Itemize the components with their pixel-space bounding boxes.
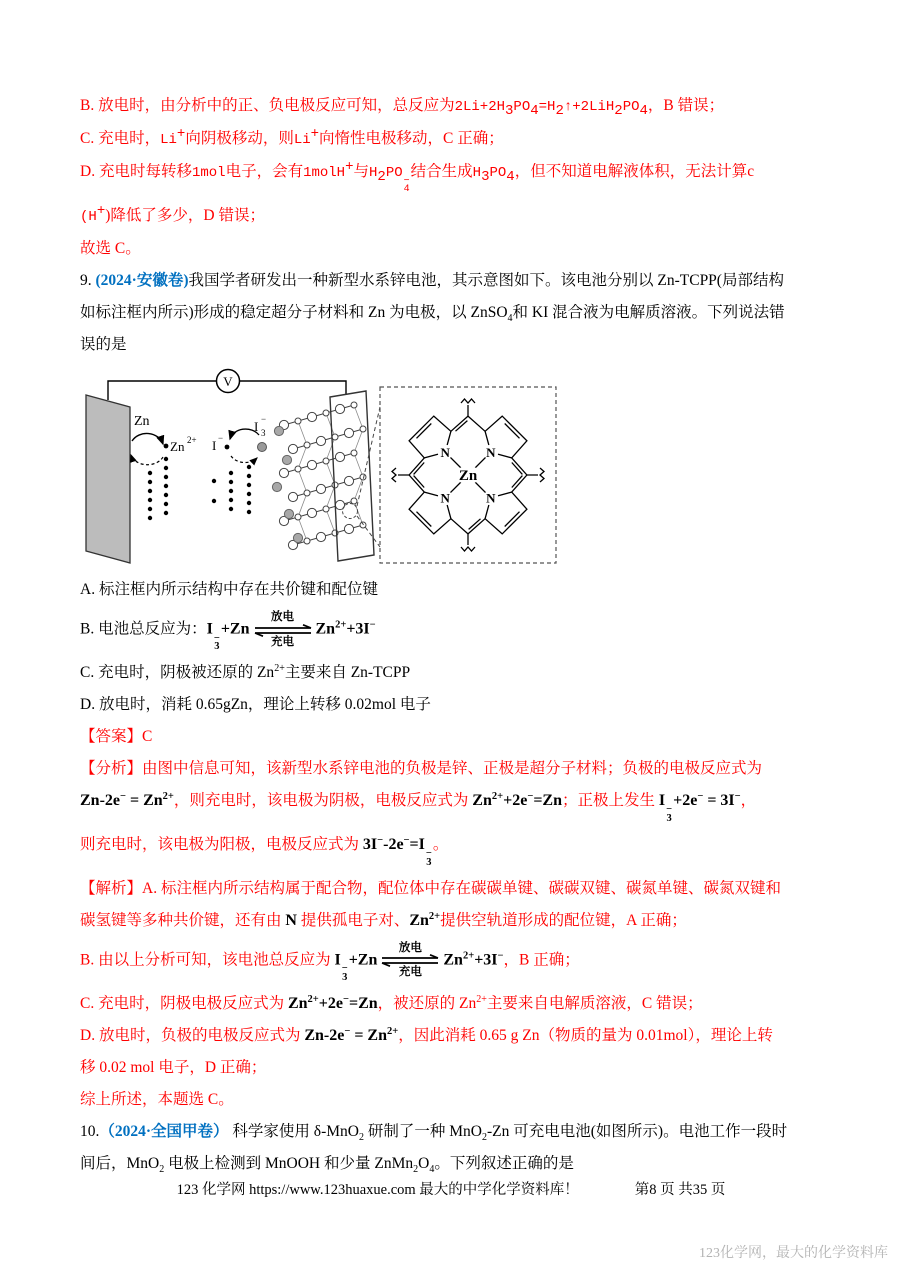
- footer-site-info: 123 化学网 https://www.123huaxue.com 最大的中学化学资料库！: [176, 1182, 579, 1198]
- solution-line-d2: (H+)降低了多少，D 错误；: [80, 202, 265, 225]
- zn-electrode: [86, 395, 130, 563]
- zn-ion-label: Zn: [170, 439, 185, 454]
- q9-answer: 【答案】C: [80, 728, 153, 746]
- q9-option-a: A. 标注框内所示结构中存在共价键和配位键: [80, 581, 378, 598]
- q9-explanation-conclusion: 综上所述，本题选 C。: [80, 1091, 234, 1109]
- page-footer: [0, 1178, 902, 1199]
- q9-analysis-line1: 【分析】由图中信息可知，该新型水系锌电池的负极是锌、正极是超分子材料；负极的电极反应式为: [80, 760, 763, 778]
- triiodide-label: I: [254, 419, 259, 434]
- intercalated-ions: [272, 426, 302, 542]
- nitrogen-label: N: [486, 490, 496, 506]
- triiodide-ion: [258, 443, 267, 452]
- zn-label: Zn: [134, 414, 150, 429]
- center-metal-label: Zn: [458, 468, 478, 484]
- q9-analysis-line2: $Zn-2e^- = Zn^{2+}$，则充电时，该电极为阴极，电极反应式为 $Zn^{2+}+2e^-=Zn$；正极上发生 I − 3 +2e− = 3I−，: [80, 791, 757, 824]
- wire-right: [240, 381, 346, 394]
- q10-stem-line2: 间后，MnO$_2$ 电极上检测到 MnOOH 和少量 $ZnMn_2O_4$。下列叙述正确的是: [80, 1155, 574, 1176]
- battery-diagram: [78, 367, 840, 570]
- supramolecular-lattice: [279, 402, 366, 550]
- q9-option-c: C. 充电时，阴极被还原的 $Zn^{2+}$主要来自 Zn-TCPP: [80, 663, 411, 682]
- q9-explanation-a1: 【解析】A. 标注框内所示结构属于配合物，配位体中存在碳碳单键、碳碳双键、碳氮单键、碳氮双键和: [80, 879, 781, 897]
- q9-analysis-line3: 则充电时，该电极为阳极，电极反应式为 3I−-2e−=I − 3 。: [80, 834, 449, 868]
- iodide-label: I: [212, 438, 217, 453]
- q9-explanation-c: C. 充电时，阴极电极反应式为 $Zn^{2+}+2e^-=Zn$，被还原的 $Zn^{2+}$主要来自电解质溶液，C 错误；: [80, 994, 703, 1013]
- iodide-oxidation-arrow: [231, 456, 257, 463]
- footer-page-number: 第8 页 共35 页: [634, 1182, 726, 1198]
- leader-line-bottom: [357, 516, 380, 547]
- q9-explanation-b: B. 由以上分析可知，该电池总反应为 I − 3 +Zn 放电 充电 $Zn^{2+}+3I^-$，B 正确；: [80, 941, 580, 983]
- nitrogen-label: N: [486, 445, 496, 460]
- q9-explanation-d1: D. 放电时，负极的电极反应式为 $Zn-2e^- = Zn^{2+}$，因此消耗 0.65 g Zn（物质的量为 0.01mol），理论上转: [80, 1026, 773, 1045]
- wire-left: [108, 381, 216, 400]
- q10-stem-line1: 10.（2024·全国甲卷） 科学家使用 δ-MnO$_2$ 研制了一种 MnO$_2$-Zn 可充电电池(如图所示)。电池工作一段时: [80, 1123, 788, 1144]
- zn-ion-dot: [164, 444, 169, 449]
- equilibrium-arrows: 放电 充电: [380, 943, 440, 979]
- nitrogen-label: N: [440, 490, 450, 506]
- voltmeter-label: V: [223, 374, 233, 389]
- nitrogen-label: N: [440, 445, 450, 460]
- document-content: [80, 96, 840, 1186]
- triiodide-charge: −: [261, 414, 267, 424]
- iodide-dot: [225, 445, 230, 450]
- solution-line-c: C. 充电时，Li+向阴极移动，则Li+向惰性电极移动，C 正确；: [80, 125, 504, 148]
- zn-ion-charge: 2+: [187, 435, 197, 445]
- q9-option-b: B. 电池总反应为：I − 3 +Zn 放电 充电 $Zn^{2+}+3I^-$: [80, 611, 376, 652]
- zn-oxidation-arrow: [132, 433, 163, 444]
- q9-option-d: D. 放电时，消耗 0.65gZn，理论上转移 0.02mol 电子: [80, 696, 431, 714]
- iodide-charge: −: [218, 433, 224, 443]
- zn-reduction-arrow: [131, 455, 163, 465]
- q9-stem-line3: 误的是: [80, 336, 127, 353]
- solution-line-d1: D. 充电时每转移1mol电子，会有1molH+与$H_2PO$ − 4 结合生成$H_3PO_4$，但不知道电解液体积，无法计算c: [80, 158, 755, 195]
- solution-conclusion: 故选 C。: [80, 240, 141, 257]
- equilibrium-arrows: 放电 充电: [253, 612, 313, 648]
- watermark: 123化学网，最大的化学资料库: [699, 1246, 888, 1261]
- q9-explanation-d2: 移 0.02 mol 电子，D 正确；: [80, 1059, 267, 1077]
- q9-explanation-a2: 碳氢键等多种共价键，还有由 N 提供孤电子对、$Zn^{2+}$提供空轨道形成的配位键，A 正确；: [80, 910, 687, 929]
- q9-stem-line1: 9. (2024·安徽卷)我国学者研发出一种新型水系锌电池，其示意图如下。该电池分别以 Zn-TCPP(局部结构: [80, 272, 784, 289]
- q9-stem-line2: 如标注框内所示)形成的稳定超分子材料和 Zn 为电极，以 ZnSO$_4$和 KI 混合液为电解质溶液。下列说法错: [80, 304, 785, 325]
- solution-line-b: B. 放电时，由分析中的正、负电极反应可知，总反应为$2Li+2H_3PO_4=H_2↑+2LiH_2PO_4$，B 错误；: [80, 97, 725, 120]
- electrolyte-ion-dots: [148, 457, 251, 520]
- tcpp-electrode: [330, 391, 374, 561]
- triiodide-sub: 3: [261, 428, 266, 438]
